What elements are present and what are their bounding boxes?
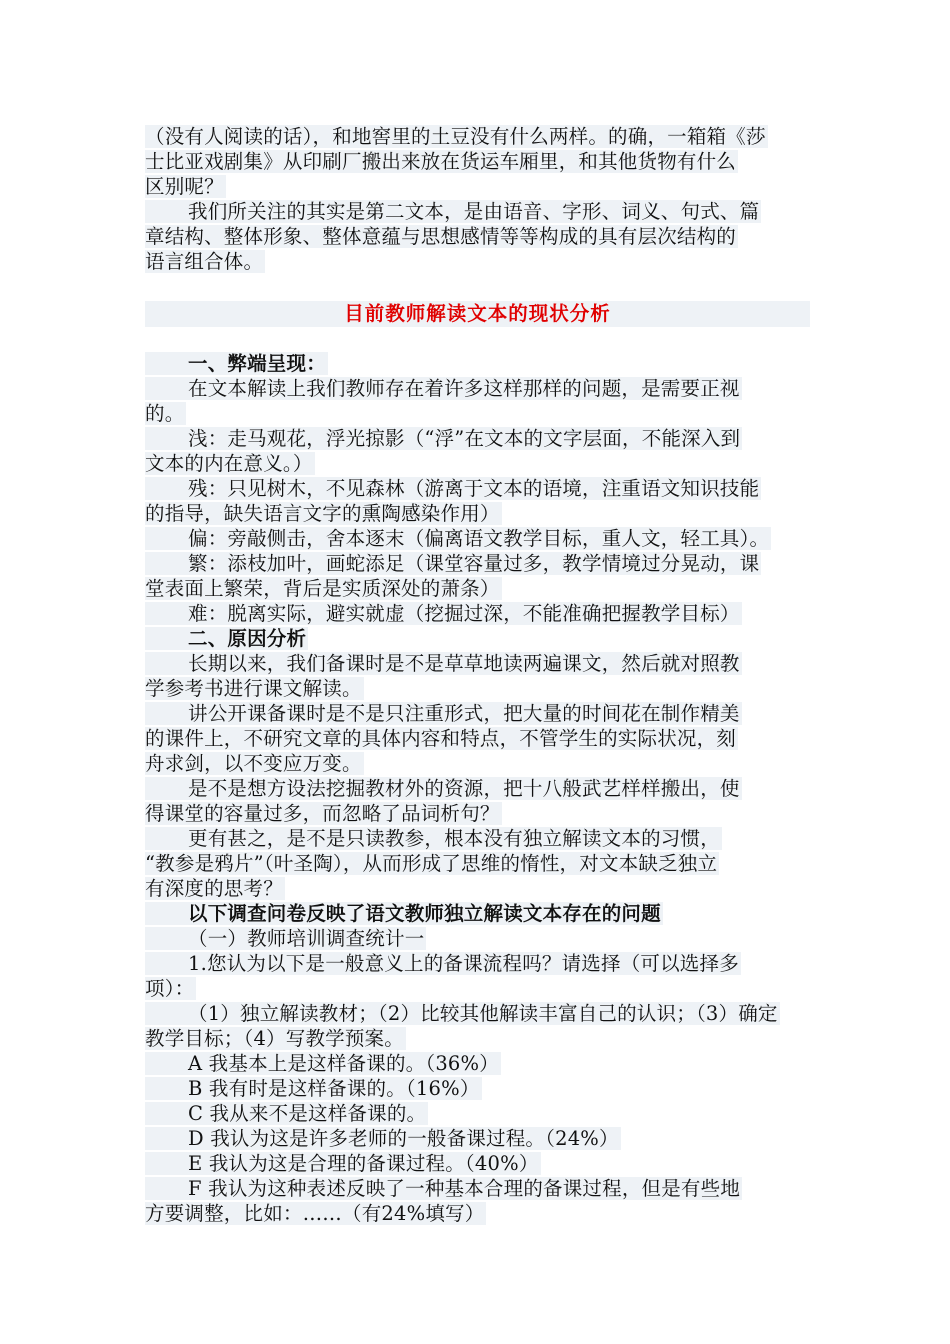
text-line: [145, 851, 810, 876]
body-line: 堂表面上繁荣，背后是实质深处的萧条）: [145, 577, 500, 600]
text-line: [145, 124, 810, 149]
intro-line: 语言组合体。: [145, 250, 264, 273]
text-line: [145, 476, 810, 501]
intro-line: （没有人阅读的话），和地窖里的土豆没有什么两样。的确，一箱箱《莎: [145, 125, 766, 148]
text-line: [145, 876, 810, 901]
body-line: 在文本解读上我们教师存在着许多这样那样的问题，是需要正视: [145, 377, 742, 400]
survey-option: D 我认为这是许多老师的一般备课过程。（24%）: [145, 1127, 621, 1150]
text-line: [145, 651, 810, 676]
text-line: [145, 501, 810, 526]
body-line: 难：脱离实际，避实就虚（挖掘过深，不能准确把握教学目标）: [145, 602, 742, 625]
body-line: 是不是想方设法挖掘教材外的资源，把十八般武艺样样搬出，使: [145, 777, 742, 800]
text-line: [145, 401, 810, 426]
text-line: [145, 576, 810, 601]
body-line: 教学目标；（4）写教学预案。: [145, 1027, 404, 1050]
text-line: [145, 451, 810, 476]
text-line: [145, 1176, 810, 1201]
text-line: [145, 1126, 810, 1151]
survey-option: A 我基本上是这样备课的。（36%）: [145, 1052, 501, 1075]
body-line: 残：只见树木，不见森林（游离于文本的语境，注重语文知识技能: [145, 477, 761, 500]
body-line: 学参考书进行课文解读。: [145, 677, 362, 700]
body-line: 浅：走马观花，浮光掠影（“浮”在文本的文字层面，不能深入到: [145, 427, 742, 450]
body-line: 的课件上，不研究文章的具体内容和特点，不管学生的实际状况，刻: [145, 727, 737, 750]
text-line: [145, 826, 810, 851]
body-line: （1）独立解读教材；（2）比较其他解读丰富自己的认识；（3）确定: [145, 1002, 780, 1025]
body-line: 长期以来，我们备课时是不是草草地读两遍课文，然后就对照教: [145, 652, 742, 675]
text-line: [145, 1201, 810, 1226]
survey-option: E 我认为这是合理的备课过程。（40%）: [145, 1152, 541, 1175]
heading-survey: 以下调查问卷反映了语文教师独立解读文本存在的问题: [145, 902, 663, 925]
text-line: [145, 976, 810, 1001]
body-line: 有深度的思考？: [145, 877, 283, 900]
heading-causes: 二、原因分析: [145, 627, 308, 650]
survey-question: 1.您认为以下是一般意义上的备课流程吗？请选择（可以选择多: [145, 952, 741, 975]
text-line: [145, 751, 810, 776]
body-line: 更有甚之，是不是只读教参，根本没有独立解读文本的习惯，: [145, 827, 722, 850]
survey-option: 方要调整，比如：……（有24%填写）: [145, 1202, 485, 1225]
body-line: （一）教师培训调查统计一: [145, 927, 426, 950]
heading-drawbacks: 一、弊端呈现：: [145, 352, 328, 375]
text-line: [145, 926, 810, 951]
text-line: [145, 901, 810, 926]
intro-line: 士比亚戏剧集》从印刷厂搬出来放在货运车厢里，和其他货物有什么: [145, 150, 737, 173]
body-line: 繁：添枝加叶，画蛇添足（课堂容量过多，教学情境过分晃动，课: [145, 552, 761, 575]
intro-line: 章结构、整体形象、整体意蕴与思想感情等等构成的具有层次结构的: [145, 225, 737, 248]
text-line: [145, 601, 810, 626]
survey-option: B 我有时是这样备课的。（16%）: [145, 1077, 482, 1100]
text-line: [145, 1026, 810, 1051]
section-title: 目前教师解读文本的现状分析: [344, 302, 611, 325]
text-line: [145, 351, 810, 376]
text-line: [145, 1151, 810, 1176]
body-line: 文本的内在意义。）: [145, 452, 313, 475]
text-line: [145, 224, 810, 249]
body-line: 得课堂的容量过多，而忽略了品词析句？: [145, 802, 500, 825]
text-line: [145, 1001, 810, 1026]
text-line: [145, 376, 810, 401]
survey-question: 项）：: [145, 977, 195, 1000]
text-line: [145, 426, 810, 451]
text-line: [145, 626, 810, 651]
text-line: [145, 951, 810, 976]
body-line: 舟求剑，以不变应万变。: [145, 752, 362, 775]
body-line: 的指导，缺失语言文字的熏陶感染作用）: [145, 502, 500, 525]
text-line: [145, 551, 810, 576]
text-line: [145, 249, 810, 274]
text-line: [145, 801, 810, 826]
intro-line: 区别呢？: [145, 175, 224, 198]
text-line: [145, 199, 810, 224]
text-line: [145, 149, 810, 174]
text-line: [145, 1076, 810, 1101]
text-line: [145, 726, 810, 751]
text-line: [145, 526, 810, 551]
text-line: [145, 676, 810, 701]
survey-option: C 我从来不是这样备课的。: [145, 1102, 428, 1125]
survey-option: F 我认为这种表述反映了一种基本合理的备课过程，但是有些地: [145, 1177, 742, 1200]
section-title-bar: [145, 301, 810, 327]
text-line: [145, 1051, 810, 1076]
text-line: [145, 776, 810, 801]
intro-line: 我们所关注的其实是第二文本，是由语音、字形、词义、句式、篇: [145, 200, 761, 223]
text-line: [145, 701, 810, 726]
text-line: [145, 174, 810, 199]
body-line: 的。: [145, 402, 185, 425]
text-line: [145, 1101, 810, 1126]
body-line: 讲公开课备课时是不是只注重形式，把大量的时间花在制作精美: [145, 702, 742, 725]
body-line: “教参是鸦片”（叶圣陶），从而形成了思维的惰性，对文本缺乏独立: [145, 852, 718, 875]
document-page: [145, 124, 810, 1226]
body-line: 偏：旁敲侧击，舍本逐末（偏离语文教学目标，重人文，轻工具）。: [145, 527, 771, 550]
